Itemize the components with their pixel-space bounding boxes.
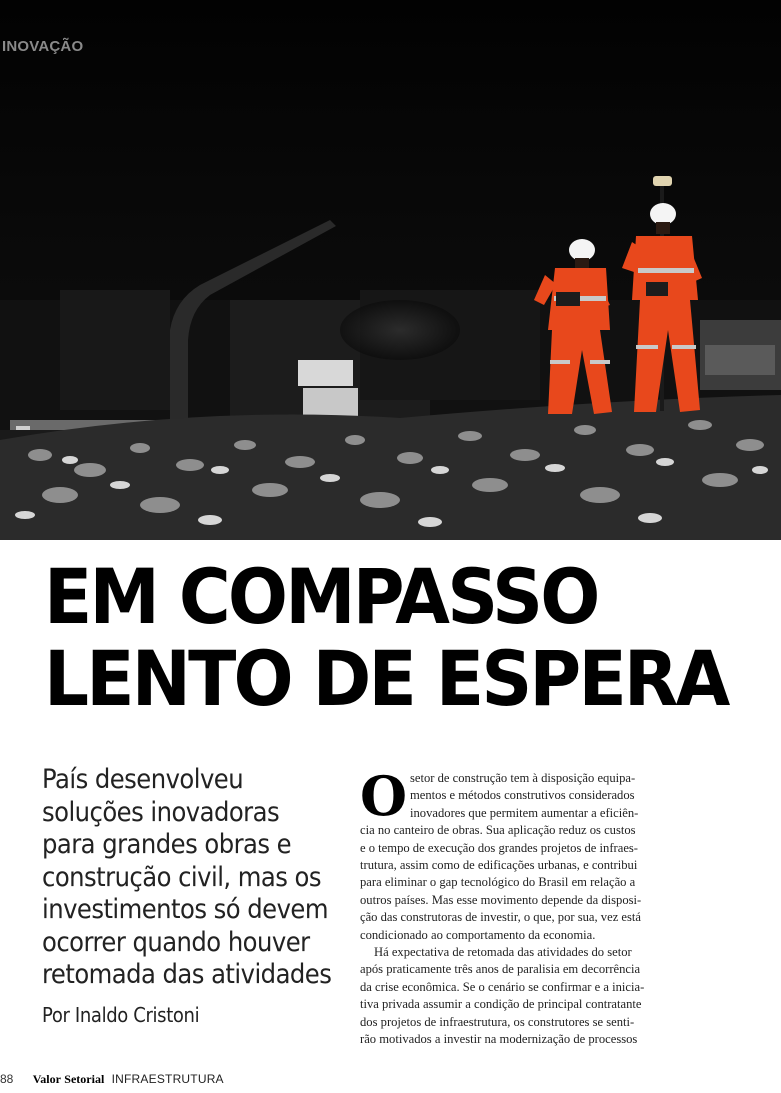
body-line: cia no canteiro de obras. Sua aplicação reduz os custos xyxy=(360,823,636,838)
footer-section: INFRAESTRUTURA xyxy=(111,1072,224,1086)
deck-line: construção civil, mas os xyxy=(42,861,322,893)
drop-cap: O xyxy=(360,764,408,828)
page-footer xyxy=(0,1072,224,1087)
byline: Por Inaldo Cristoni xyxy=(42,1003,200,1027)
hero-photo xyxy=(0,0,781,540)
body-line: trutura, assim como de edificações urbanas, e contribui xyxy=(360,858,638,873)
deck-line: investimentos só devem xyxy=(42,894,328,925)
body-line: da crise econômica. Se o cenário se confirmar e a inicia- xyxy=(360,979,645,994)
headline xyxy=(44,552,744,723)
body-line: após praticamente três anos de paralisia em decorrência xyxy=(360,962,641,977)
deck-line: retomada das atividades xyxy=(42,959,332,990)
body-line: Há expectativa de retomada das atividades do setor xyxy=(374,945,632,960)
body-line: tiva privada assumir a condição de principal contratante xyxy=(360,997,642,1012)
page-number: 88 xyxy=(0,1072,14,1086)
hero-photo-illustration xyxy=(0,0,781,540)
section-tag: INOVAÇÃO xyxy=(2,38,84,55)
headline-line-1: EM COMPASSO xyxy=(44,552,598,641)
deck xyxy=(42,764,342,992)
body-line: condicionado ao comportamento da economia. xyxy=(360,927,596,942)
body-line: e o tempo de execução dos grandes projetos de infraes- xyxy=(360,840,639,855)
deck-line: País desenvolveu xyxy=(42,764,244,795)
body-line: outros países. Mas esse movimento depende da disposi- xyxy=(360,892,642,907)
headline-line-2: LENTO DE ESPERA xyxy=(44,634,728,723)
brand-sub: Setorial xyxy=(64,1072,105,1086)
body-line: para eliminar o gap tecnológico do Brasil em relação a xyxy=(360,875,636,890)
body-line: rão motivados a investir na modernização de processos xyxy=(360,1032,638,1047)
body-line: dos projetos de infraestrutura, os construtores se senti- xyxy=(360,1014,635,1029)
body-line: mentos e métodos construtivos considerados xyxy=(410,788,635,803)
body-line: inovadores que permitem aumentar a eficiên- xyxy=(410,805,639,820)
body-line: setor de construção tem à disposição equipa- xyxy=(410,771,636,785)
body-line: ção das construtoras de investir, o que, por sua, vez está xyxy=(360,910,642,925)
brand-name: Valor xyxy=(32,1072,61,1086)
deck-line: ocorrer quando houver xyxy=(42,926,310,958)
deck-line: para grandes obras e xyxy=(42,829,292,860)
article-body xyxy=(360,764,665,1049)
deck-line: soluções inovadoras xyxy=(42,796,280,828)
